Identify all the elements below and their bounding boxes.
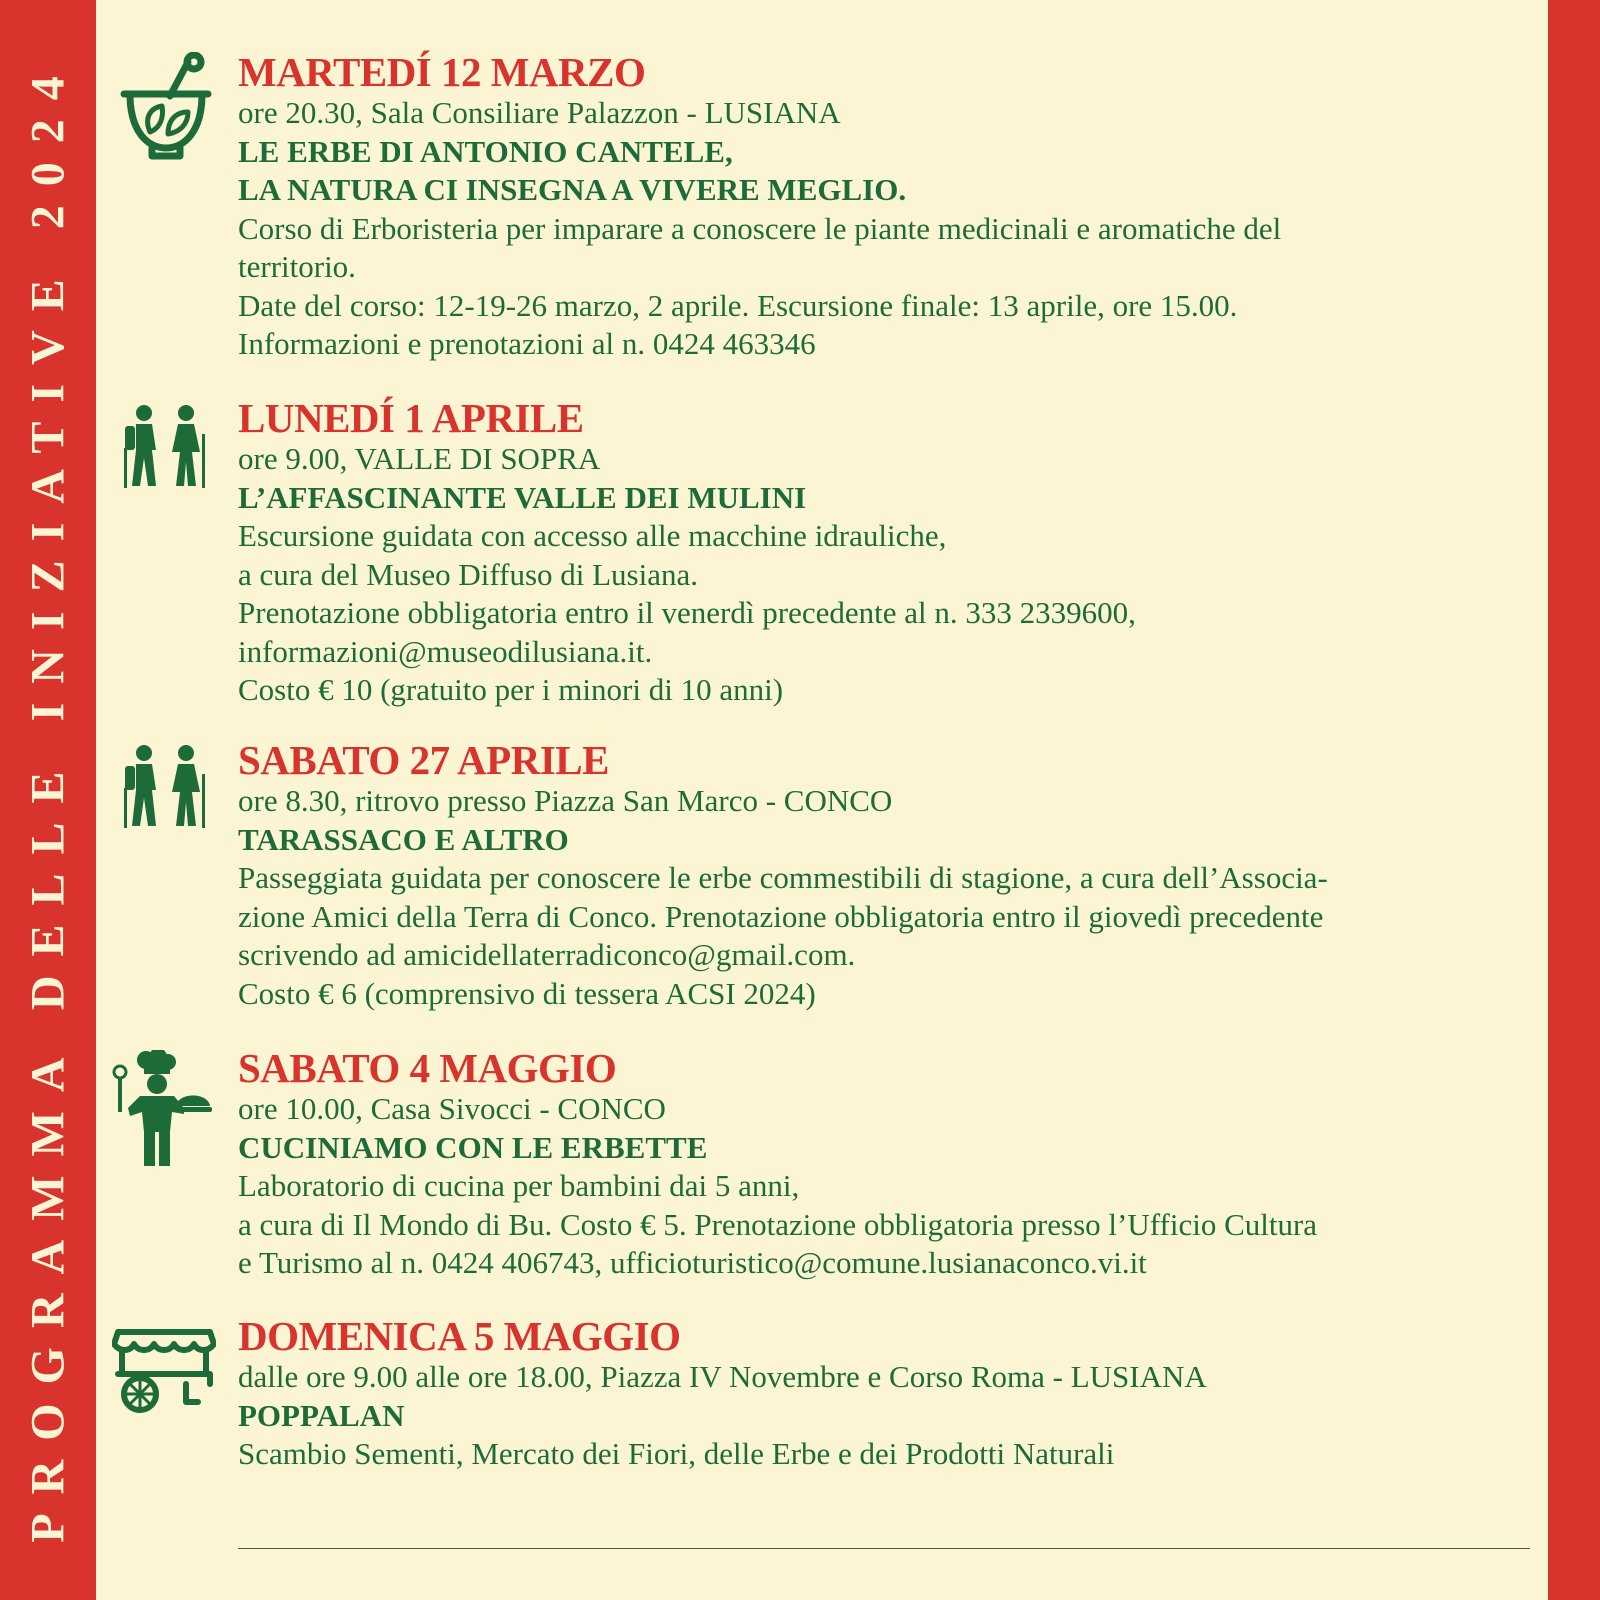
event-description: Escursione guidata con accesso alle macchine idrauliche, <box>238 518 947 553</box>
event-date: SABATO 27 APRILE <box>238 737 609 783</box>
event-5 <box>238 1314 1538 1474</box>
event-when-where: ore 8.30, ritrovo presso Piazza San Marco - CONCO <box>238 783 893 818</box>
left-sidebar <box>0 0 96 1600</box>
event-description[interactable]: Prenotazione obbligatoria entro il venerdì precedente al n. 333 2339600, <box>238 595 1136 630</box>
hikers-icon <box>122 404 208 490</box>
program-title: PROGRAMMA DELLE INIZIATIVE 2024 <box>21 57 75 1543</box>
event-title: LA NATURA CI INSEGNA A VIVERE MEGLIO. <box>238 172 907 207</box>
event-4 <box>238 1046 1538 1283</box>
right-border <box>1548 0 1600 1600</box>
event-description: Date del corso: 12-19-26 marzo, 2 aprile. Escursione finale: 13 aprile, ore 15.00. <box>238 287 1238 323</box>
event-title: POPPALAN <box>238 1397 405 1433</box>
event-2 <box>238 396 1538 710</box>
event-when-where: ore 10.00, Casa Sivocci - CONCO <box>238 1091 666 1126</box>
event-description[interactable]: scrivendo ad amicidellaterradiconco@gmail.com. <box>238 937 856 972</box>
event-when-where: ore 9.00, VALLE DI SOPRA <box>238 441 601 476</box>
event-description[interactable]: e Turismo al n. 0424 406743, ufficioturistico@comune.lusianaconco.vi.it <box>238 1245 1147 1280</box>
event-when-where: ore 20.30, Sala Consiliare Palazzon - LUSIANA <box>238 95 841 130</box>
event-1 <box>238 50 1538 364</box>
event-description[interactable]: informazioni@museodilusiana.it. <box>238 633 653 669</box>
event-description: territorio. <box>238 249 356 284</box>
event-description: Laboratorio di cucina per bambini dai 5 anni, <box>238 1168 800 1203</box>
event-when-where: dalle ore 9.00 alle ore 18.00, Piazza IV Novembre e Corso Roma - LUSIANA <box>238 1359 1207 1394</box>
event-date: SABATO 4 MAGGIO <box>238 1045 617 1091</box>
event-title: L’AFFASCINANTE VALLE DEI MULINI <box>238 479 807 515</box>
event-date: DOMENICA 5 MAGGIO <box>238 1313 681 1359</box>
event-description[interactable]: Informazioni e prenotazioni al n. 0424 463346 <box>238 326 816 361</box>
chef-icon <box>112 1050 212 1168</box>
event-description: Passeggiata guidata per conoscere le erbe commestibili di stagione, a cura dell’Associa- <box>238 860 1328 895</box>
event-title: LE ERBE DI ANTONIO CANTELE, <box>238 133 733 169</box>
event-description: Costo € 10 (gratuito per i minori di 10 anni) <box>238 672 784 707</box>
event-description: zione Amici della Terra di Conco. Prenotazione obbligatoria entro il giovedì precedente <box>238 898 1324 934</box>
event-title: CUCINIAMO CON LE ERBETTE <box>238 1129 708 1165</box>
mortar-herbs-icon <box>118 52 214 160</box>
event-description: a cura di Il Mondo di Bu. Costo € 5. Prenotazione obbligatoria presso l’Ufficio Cultura <box>238 1206 1318 1242</box>
event-description: Corso di Erboristeria per imparare a conoscere le piante medicinali e aromatiche del <box>238 210 1282 246</box>
event-description: a cura del Museo Diffuso di Lusiana. <box>238 556 699 592</box>
hikers-icon <box>122 744 208 830</box>
event-title: TARASSACO E ALTRO <box>238 821 569 857</box>
event-date: MARTEDÍ 12 MARZO <box>238 49 646 95</box>
market-cart-icon <box>112 1322 216 1418</box>
event-description: Scambio Sementi, Mercato dei Fiori, delle Erbe e dei Prodotti Naturali <box>238 1436 1115 1471</box>
bottom-divider <box>238 1548 1530 1549</box>
event-3 <box>238 738 1538 1013</box>
event-description: Costo € 6 (comprensivo di tessera ACSI 2024) <box>238 975 816 1011</box>
event-date: LUNEDÍ 1 APRILE <box>238 395 584 441</box>
